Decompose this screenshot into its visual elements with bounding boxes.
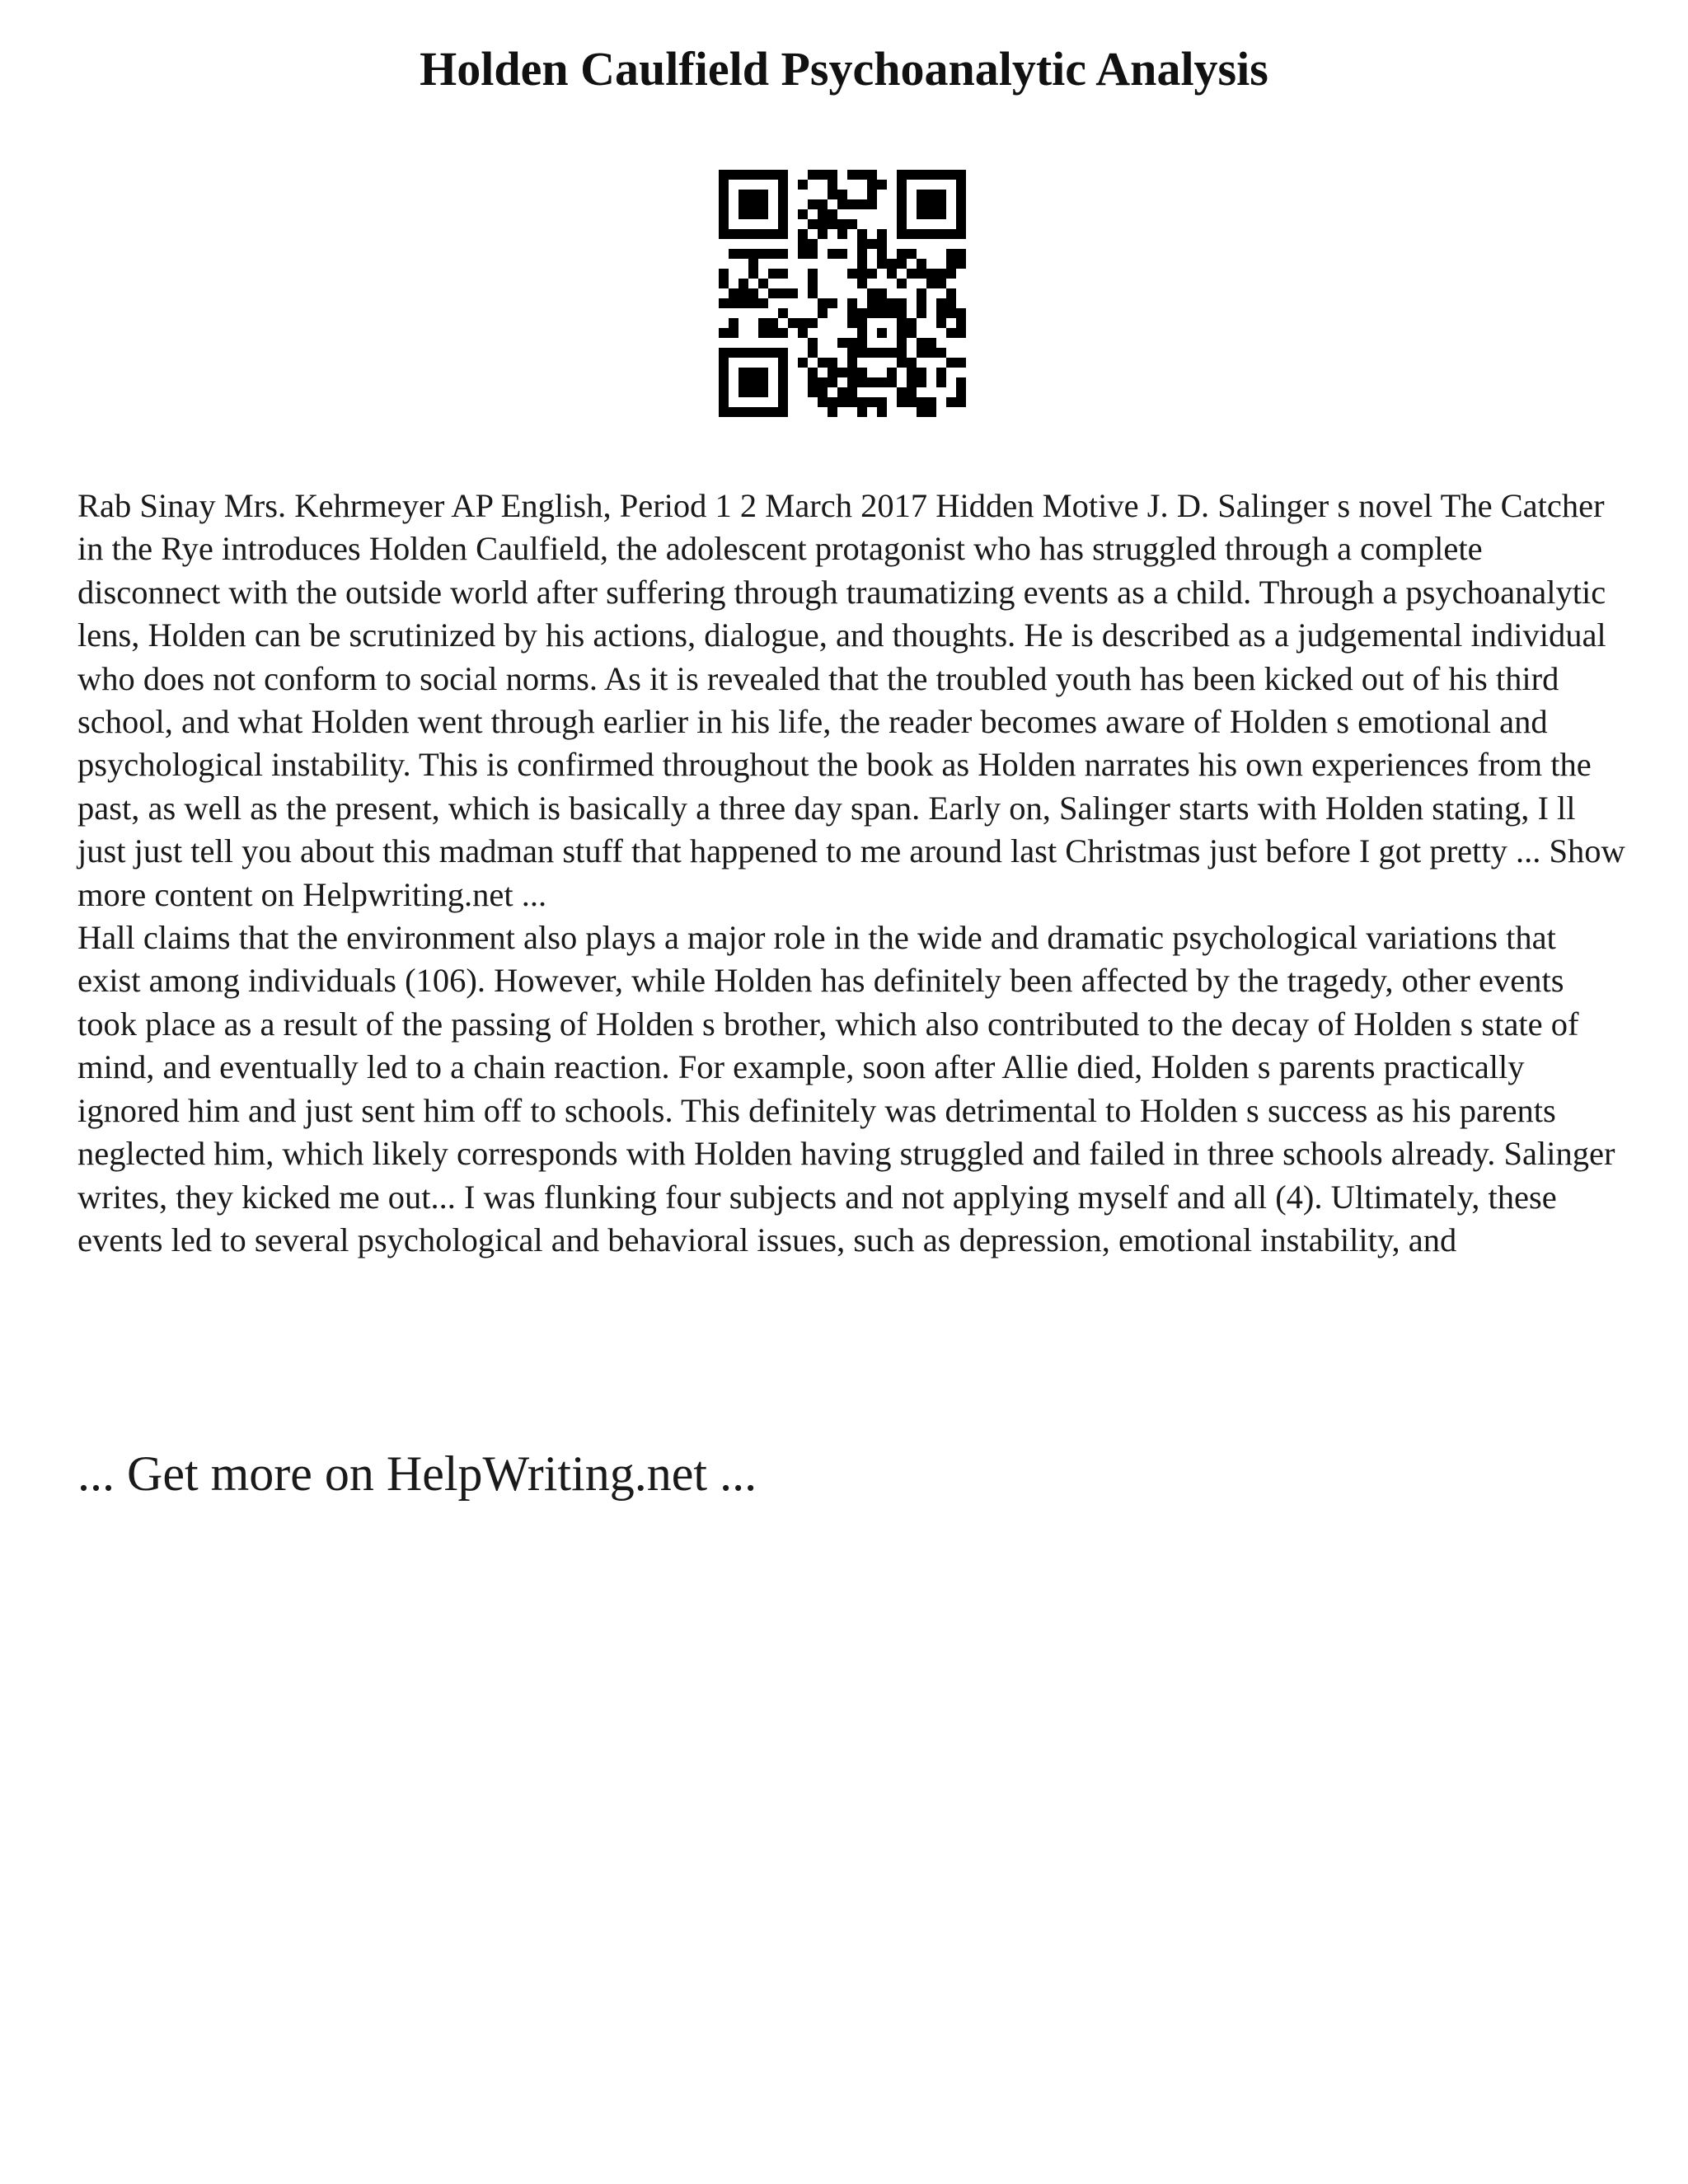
qr-code-icon [719, 170, 966, 417]
body-paragraph-2: Hall claims that the environment also plays a major role in the wide and dramatic psychological variations that exist among individuals (106). However, while Holden has definitely been affected by the tragedy, other events took place as a result of the passing of Holden s brother, which also contributed to the decay of Holden s state of mind, and eventually led to a chain reaction. For example, soon after Allie died, Holden s parents practically ignored him and just sent him off to schools. This definitely was detrimental to Holden s success as his parents neglected him, which likely corresponds with Holden having struggled and failed in three schools already. Salinger writes, they kicked me out... I was flunking four subjects and not applying myself and all (4). Ultimately, these events led to several psychological and behavioral issues, such as depression, emotional instability, and [77, 919, 1615, 1258]
body-paragraph-1: Rab Sinay Mrs. Kehrmeyer AP English, Period 1 2 March 2017 Hidden Motive J. D. Salinger s novel The Catcher in the Rye introduces Holden Caulfield, the adolescent protagonist who has struggled through a complete disconnect with the outside world after suffering through traumatizing events as a child. Through a psychoanalytic lens, Holden can be scrutinized by his actions, dialogue, and thoughts. He is described as a judgemental individual who does not conform to social norms. As it is revealed that the troubled youth has been kicked out of his third school, and what Holden went through earlier in his life, the reader becomes aware of Holden s emotional and psychological instability. This is confirmed throughout the book as Holden narrates his own experiences from the past, as well as the present, which is basically a three day span. Early on, Salinger starts with Holden stating, I ll just just tell you about this madman stuff that happened to me around last Christmas just before I got pretty ... Show more content on Helpwriting.net ... [77, 487, 1625, 913]
document-title: Holden Caulfield Psychoanalytic Analysis [420, 42, 1268, 96]
document-body [77, 485, 1627, 1262]
get-more-link[interactable]: ... Get more on HelpWriting.net ... [77, 1446, 757, 1501]
